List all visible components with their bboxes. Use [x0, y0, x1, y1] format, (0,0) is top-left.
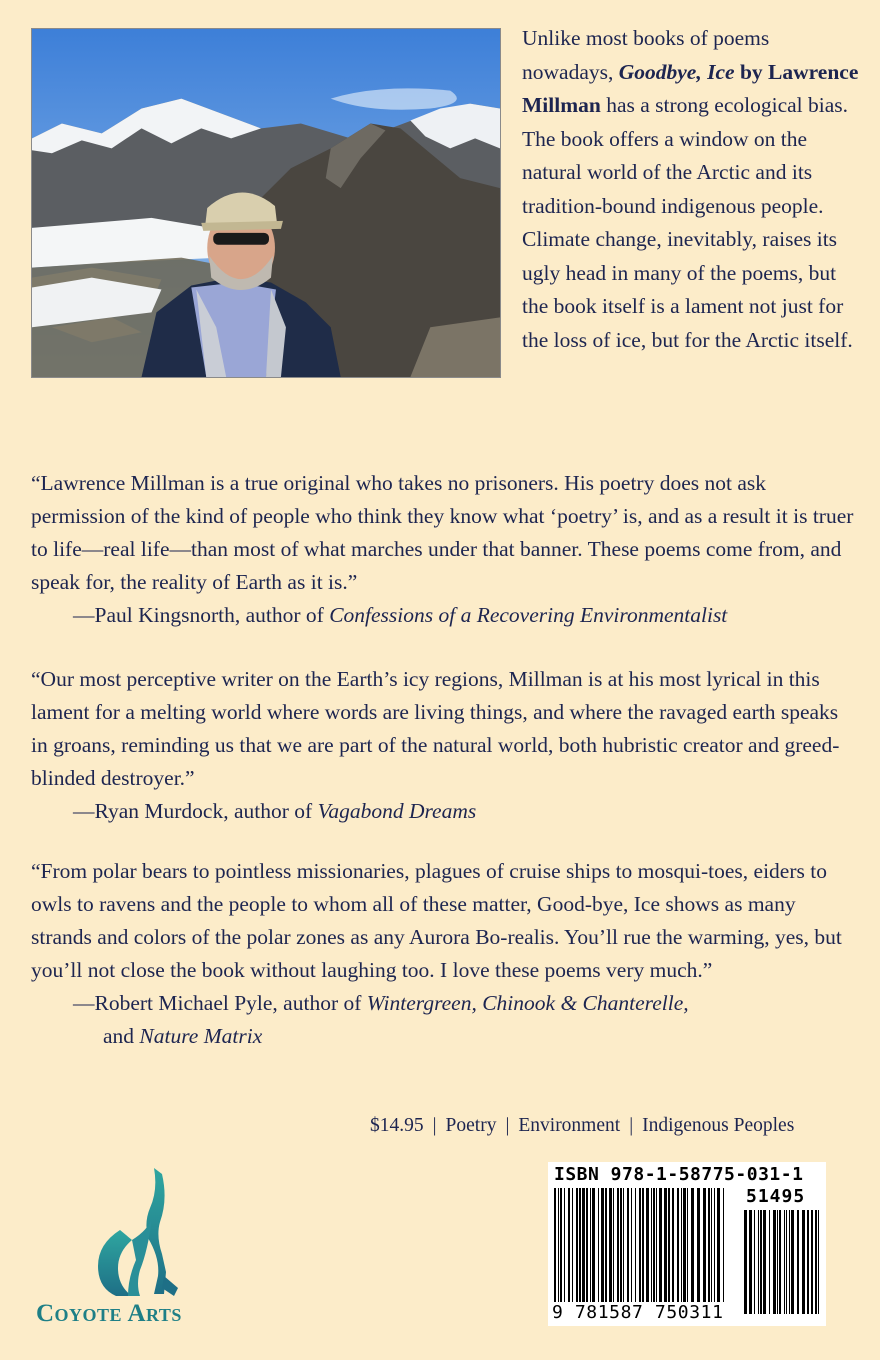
- barcode-bar: [754, 1210, 755, 1314]
- barcode-bar: [613, 1188, 614, 1302]
- barcode-bar: [586, 1188, 588, 1302]
- barcode-bar: [687, 1188, 688, 1302]
- barcode-bar: [598, 1188, 599, 1302]
- barcode-bar: [703, 1188, 706, 1302]
- quote-attribution: [31, 599, 856, 632]
- barcode-bar: [620, 1188, 622, 1302]
- barcode-bar: [646, 1188, 649, 1302]
- attribution-and: and: [103, 1024, 140, 1048]
- separator: |: [629, 1115, 634, 1136]
- ean-number: 9 781587 750311: [552, 1302, 724, 1323]
- barcode-bar: [763, 1210, 766, 1314]
- barcode-bar: [642, 1188, 644, 1302]
- category-environment: Environment: [518, 1115, 621, 1136]
- barcode-bar: [572, 1188, 573, 1302]
- quote-attribution: [31, 987, 856, 1020]
- attribution-author: —Robert Michael Pyle, author of: [73, 991, 367, 1015]
- barcode-bar: [691, 1188, 694, 1302]
- barcode-bar: [668, 1188, 670, 1302]
- book-title: Goodbye, Ice: [618, 59, 735, 84]
- attribution-author: —Paul Kingsnorth, author of: [73, 603, 330, 627]
- category-poetry: Poetry: [445, 1115, 497, 1136]
- review-quote-3: [31, 855, 856, 1053]
- barcode-bar: [807, 1210, 809, 1314]
- barcode-bar: [592, 1188, 595, 1302]
- barcode-bar: [811, 1210, 813, 1314]
- description-body: has a strong ecological bias. The book offers a window on the natural world of the Arctic and its tradition-bound indigenous people. Climate change, inevitably, raises its ugly head in many of the poems, but the book itself is a lament not just for the loss of ice, but for the Arctic itself.: [522, 93, 853, 352]
- barcode-bar: [681, 1188, 682, 1302]
- barcode-bar: [797, 1210, 799, 1314]
- barcode-bar: [777, 1210, 778, 1314]
- barcode-bar: [639, 1188, 641, 1302]
- review-quote-1: [31, 467, 856, 632]
- publisher-name: Coyote Arts: [36, 1300, 182, 1327]
- separator: |: [432, 1115, 437, 1136]
- barcode-bar: [560, 1188, 562, 1302]
- attribution-work-2: Nature Matrix: [139, 1024, 263, 1048]
- price-category-line: [370, 1115, 794, 1137]
- barcode-bar: [760, 1210, 762, 1314]
- quote-attribution: [31, 795, 856, 828]
- barcode-bar: [651, 1188, 652, 1302]
- barcode-bar: [773, 1210, 776, 1314]
- barcode-bar: [558, 1188, 559, 1302]
- attribution-work: Wintergreen, Chinook & Chanterelle,: [366, 991, 689, 1015]
- isbn-number: ISBN 978-1-58775-031-1: [554, 1164, 804, 1185]
- separator: |: [505, 1115, 510, 1136]
- barcode-bar: [791, 1210, 794, 1314]
- barcode-bar: [582, 1188, 585, 1302]
- author-photo: [31, 28, 501, 378]
- quote-attribution-cont: [31, 1020, 856, 1053]
- barcode-bar: [802, 1210, 805, 1314]
- barcode-bar: [605, 1188, 607, 1302]
- quote-text: “Our most perceptive writer on the Earth’s icy regions, Millman is at his most lyrical in this lament for a melting world where words are living things, and where the ravaged earth speaks in groans, reminding us that we are part of the natural world, both hubristic creator and greed-blinded destroyer.”: [31, 667, 840, 790]
- price: $14.95: [370, 1115, 424, 1136]
- author-byline: by Lawrence Millman: [522, 59, 859, 117]
- barcode-bar: [554, 1188, 556, 1302]
- barcode-bar: [590, 1188, 591, 1302]
- barcode-bar: [683, 1188, 686, 1302]
- isbn-barcode: [548, 1162, 826, 1326]
- attribution-work: Vagabond Dreams: [317, 799, 477, 823]
- quote-text: “Lawrence Millman is a true original who takes no prisoners. His poetry does not ask permission of the kind of people who think they know what ‘poetry’ is, and as a result it is truer to life—real life—than most of what marches under that banner. These poems come from, and speak for, the reality of Earth as it is.”: [31, 471, 854, 594]
- barcode-bar: [708, 1188, 710, 1302]
- barcode-bar: [576, 1188, 578, 1302]
- barcode-bar: [758, 1210, 759, 1314]
- price-code: 51495: [746, 1186, 806, 1207]
- barcode-bar: [786, 1210, 787, 1314]
- barcode-bar: [714, 1188, 715, 1302]
- category-indigenous-peoples: Indigenous Peoples: [642, 1115, 795, 1136]
- barcode-bar: [659, 1188, 662, 1302]
- barcode-bar: [656, 1188, 657, 1302]
- author-photo-illustration: [32, 29, 500, 377]
- book-description: [522, 22, 862, 357]
- barcode-bar: [779, 1210, 781, 1314]
- barcode-bar: [568, 1188, 570, 1302]
- quote-text: “From polar bears to pointless missionaries, plagues of cruise ships to mosqui-toes, eiders to owls to ravens and the people to whom all of these matter, Good-bye, Ice shows as many strands and colors of the polar zones as any Aurora Bo-realis. You’ll rue the warming, yes, but you’ll not close the book without laughing too. I love these poems very much.”: [31, 859, 842, 982]
- barcode-bar: [744, 1210, 747, 1314]
- barcode-bar: [601, 1188, 604, 1302]
- barcode-bar: [609, 1188, 612, 1302]
- barcode-bar: [623, 1188, 624, 1302]
- attribution-author: —Ryan Murdock, author of: [73, 799, 318, 823]
- attribution-work: Confessions of a Recovering Environmentalist: [329, 603, 728, 627]
- barcode-bar: [627, 1188, 629, 1302]
- description-intro: Unlike most books of poems nowadays,: [522, 26, 770, 84]
- barcode-bar: [818, 1210, 819, 1314]
- barcode-bar: [653, 1188, 655, 1302]
- barcode-bar: [723, 1188, 724, 1302]
- barcode-bar: [617, 1188, 619, 1302]
- barcode-bar: [784, 1210, 785, 1314]
- barcode-bar: [749, 1210, 752, 1314]
- review-quote-2: [31, 663, 856, 828]
- barcode-bar: [677, 1188, 679, 1302]
- barcode-bar: [711, 1188, 712, 1302]
- barcode-bar: [635, 1188, 636, 1302]
- barcode-bar: [789, 1210, 790, 1314]
- barcode-bar: [664, 1188, 667, 1302]
- barcode-bar: [579, 1188, 581, 1302]
- barcode-bar: [631, 1188, 632, 1302]
- barcode-bar: [564, 1188, 565, 1302]
- barcode-bar: [672, 1188, 674, 1302]
- barcode-bar: [769, 1210, 770, 1314]
- barcode-bar: [697, 1188, 700, 1302]
- barcode-bar: [717, 1188, 720, 1302]
- barcode-bar: [815, 1210, 817, 1314]
